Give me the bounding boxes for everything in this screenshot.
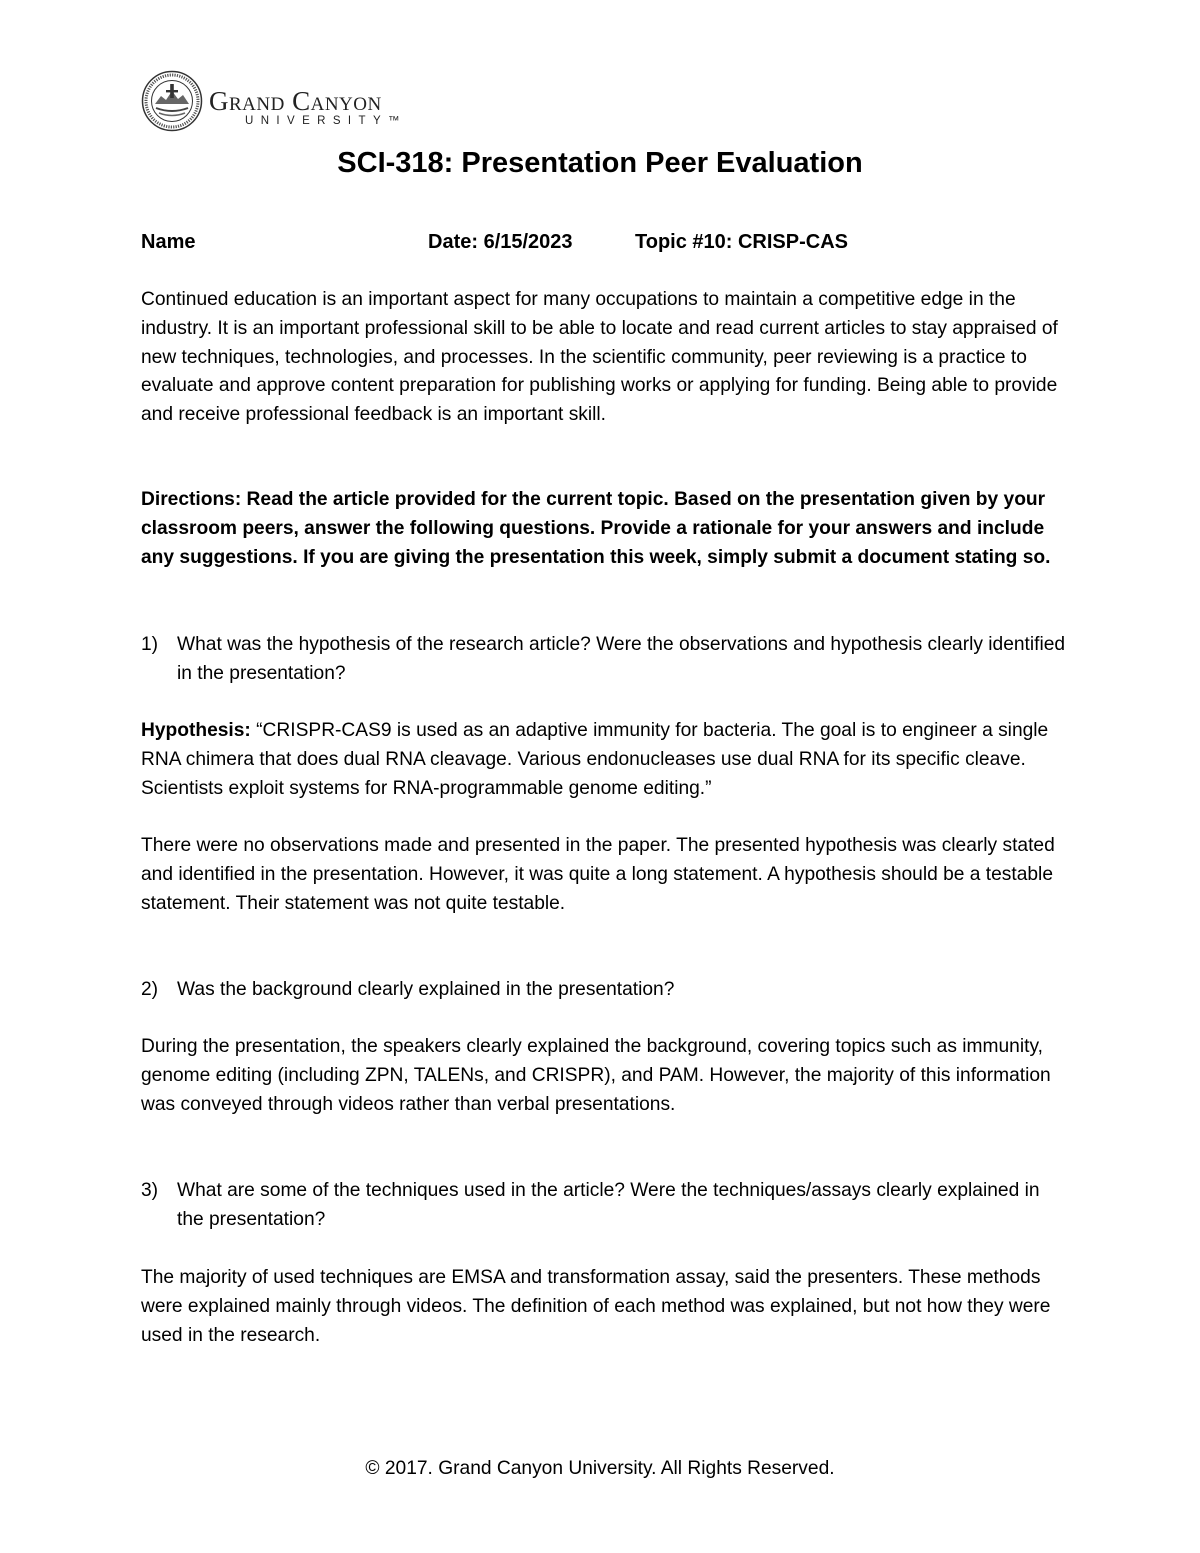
document-title: SCI-318: Presentation Peer Evaluation [337, 147, 863, 179]
question-2 [141, 976, 1071, 1005]
question-number: 1) [141, 634, 159, 655]
question-3 [141, 1177, 1071, 1235]
logo-subtitle: UNIVERSITY™ [245, 115, 407, 127]
question-text: Was the background clearly explained in the presentation? [177, 979, 675, 1000]
intro-text: Continued education is an important aspect for many occupations to maintain a competitive edge in the industry. It is an important professional skill to be able to locate and read current articles to stay appraised of new techniques, technologies, and processes. In the scientific community, peer reviewing is a practice to evaluate and approve content preparation for publishing works or applying for funding. Being able to provide and receive professional feedback is an important skill. [141, 289, 1058, 426]
copyright-footer: © 2017. Grand Canyon University. All Rights Reserved. [365, 1458, 835, 1479]
answer-text: There were no observations made and presented in the paper. The presented hypothesis was clearly stated and identified in the presentation. However, it was quite a long statement. A hypothesis should be a testable statement. Their statement was not quite testable. [141, 835, 1055, 914]
question-text: What was the hypothesis of the research article? Were the observations and hypothesis clearly identified in the presentation? [177, 634, 1066, 684]
answer-text: During the presentation, the speakers clearly explained the background, covering topics such as immunity, genome editing (including ZPN, TALENs, and CRISPR), and PAM. However, the majority of this information was conveyed through videos rather than verbal presentations. [141, 1036, 1051, 1115]
question-text: What are some of the techniques used in the article? Were the techniques/assays clearly explained in the presentation? [177, 1180, 1040, 1230]
answer-2 [141, 1033, 1071, 1119]
answer-3 [141, 1264, 1071, 1350]
hypothesis-quote: “CRISPR-CAS9 is used as an adaptive immunity for bacteria. The goal is to engineer a single RNA chimera that does dual RNA cleavage. Various endonucleases use dual RNA for its specific cleave. Scientists exploit systems for RNA-programmable genome editing.” [141, 720, 1049, 799]
topic-field: Topic #10: CRISP-CAS [635, 231, 848, 253]
directions-paragraph [141, 486, 1071, 572]
question-number: 3) [141, 1180, 159, 1201]
date-field: Date: 6/15/2023 [428, 231, 573, 253]
answer-1 [141, 832, 1071, 918]
logo-wordmark: Grand Canyon [209, 86, 382, 116]
hypothesis-paragraph [141, 717, 1071, 803]
answer-text: The majority of used techniques are EMSA and transformation assay, said the presenters. These methods were explained mainly through videos. The definition of each method was explained, but not how they were used in the research. [141, 1267, 1051, 1346]
intro-paragraph [141, 286, 1071, 430]
directions-text: Directions: Read the article provided for the current topic. Based on the presentation given by your classroom peers, answer the following questions. Provide a rationale for your answers and include any suggestions. If you are giving the presentation this week, simply submit a document stating so. [141, 489, 1051, 568]
question-number: 2) [141, 979, 159, 1000]
question-1 [141, 631, 1071, 689]
university-seal-icon [141, 70, 203, 132]
hypothesis-label: Hypothesis: [141, 720, 251, 741]
name-label: Name [141, 231, 196, 253]
